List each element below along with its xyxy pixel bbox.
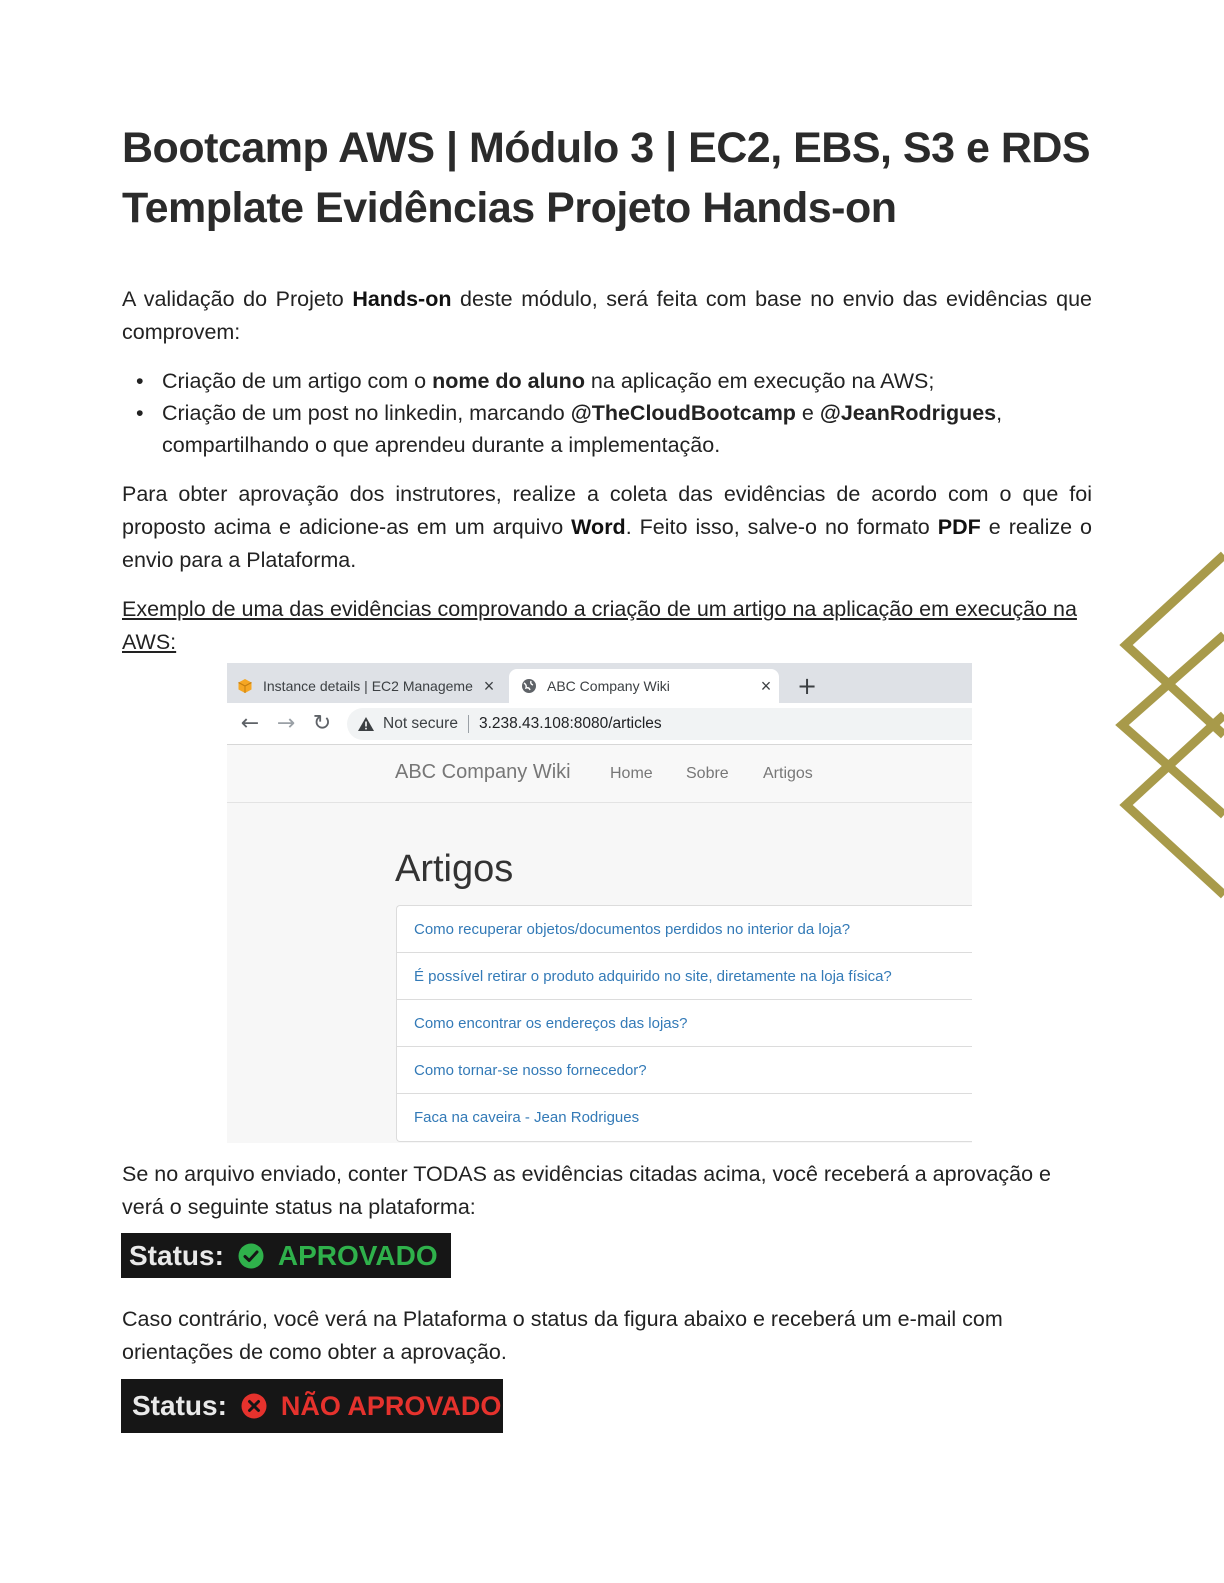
title-line-1: Bootcamp AWS | Módulo 3 | EC2, EBS, S3 e RDS (122, 124, 1091, 172)
close-icon[interactable]: × (760, 675, 772, 696)
nav-link-sobre[interactable]: Sobre (686, 765, 729, 782)
browser-tab-bar (227, 663, 972, 703)
close-icon[interactable]: × (483, 675, 495, 696)
address-bar[interactable] (347, 708, 972, 740)
approval-paragraph (122, 478, 1092, 577)
status-label: Status: (129, 1239, 224, 1271)
bullet-text: Criação de um post no linkedin, marcando (162, 401, 571, 425)
articles-list (396, 905, 972, 1142)
tab-label: Instance details | EC2 Manageme (263, 678, 473, 694)
requirements-list (122, 365, 1092, 461)
article-link[interactable]: Faca na caveira - Jean Rodrigues (414, 1109, 640, 1126)
status-badge-not-approved (121, 1379, 503, 1433)
browser-screenshot (227, 663, 972, 1143)
bullet-bold-mention-1: @TheCloudBootcamp (570, 401, 796, 425)
status-label: Status: (132, 1390, 227, 1421)
site-brand[interactable]: ABC Company Wiki (395, 761, 571, 783)
nav-link-home[interactable]: Home (610, 765, 653, 782)
status-value: APROVADO (277, 1239, 438, 1271)
tab-label: ABC Company Wiki (547, 678, 670, 694)
bullet-text-end: , compartilhando o que aprendeu durante a implementação. (162, 401, 1003, 457)
list-item (122, 365, 1092, 397)
page-title: Artigos (395, 848, 514, 890)
bullet-text: Criação de um artigo com o (162, 369, 433, 393)
divider (468, 715, 469, 733)
browser-toolbar (227, 703, 972, 745)
decorative-lattice (1110, 545, 1224, 900)
error-circle-icon (241, 1393, 267, 1419)
if-all-paragraph: Se no arquivo enviado, conter TODAS as evidências citadas acima, você receberá a aprovação e verá o seguinte status na plataforma: (122, 1162, 1052, 1219)
status-badge-approved (121, 1233, 451, 1278)
example-caption: Exemplo de uma das evidências comprovando a criação de um artigo na aplicação em execução na AWS: (122, 597, 1077, 654)
list-item (122, 397, 1092, 461)
new-tab-button[interactable]: + (796, 672, 818, 700)
aws-box-icon (237, 678, 253, 694)
approval-bold-pdf: PDF (937, 515, 981, 539)
back-icon[interactable]: ← (240, 711, 260, 736)
bullet-text-end: na aplicação em execução na AWS; (584, 369, 935, 393)
status-value: NÃO APROVADO (280, 1390, 502, 1421)
site-navbar (227, 745, 972, 803)
nav-link-artigos[interactable]: Artigos (763, 765, 813, 782)
intro-bold: Hands-on (352, 287, 452, 311)
not-secure-label: Not secure (383, 715, 458, 732)
approval-text: Para obter aprovação dos instrutores, realize a coleta das evidências de acordo com o que foi proposto acima e adicione-as em um arquivo (122, 482, 1092, 539)
approval-text-mid: . Feito isso, salve-o no formato (625, 515, 938, 539)
article-link[interactable]: Como encontrar os endereços das lojas? (397, 1000, 972, 1047)
intro-text-end: deste módulo, será feita com base no envio das evidências que comprovem: (122, 287, 1092, 344)
approval-text-end: e realize o envio para a Plataforma. (122, 515, 1092, 572)
globe-icon (521, 678, 537, 694)
bullet-bold: nome do aluno (432, 369, 585, 393)
intro-text: A validação do Projeto (122, 287, 353, 311)
otherwise-paragraph: Caso contrário, você verá na Plataforma o status da figura abaixo e receberá um e-mail com orientações de como obter a aprovação. (122, 1307, 1003, 1364)
warning-icon (357, 716, 375, 732)
article-link[interactable]: Como recuperar objetos/documentos perdidos no interior da loja? (397, 906, 972, 953)
browser-tab-wiki[interactable] (509, 669, 779, 703)
bullet-bold-mention-2: @JeanRodrigues (819, 401, 997, 425)
check-circle-icon (238, 1243, 264, 1269)
intro-paragraph (122, 283, 1092, 349)
browser-tab-ec2[interactable] (237, 669, 502, 703)
reload-icon[interactable]: ↻ (312, 711, 332, 736)
url-text: 3.238.43.108:8080/articles (478, 715, 662, 732)
document-title (122, 118, 1112, 238)
article-link[interactable]: É possível retirar o produto adquirido no site, diretamente na loja física? (397, 953, 972, 1000)
forward-icon[interactable]: → (276, 711, 296, 736)
bullet-text-mid: e (795, 401, 820, 425)
title-line-2: Template Evidências Projeto Hands-on (122, 184, 897, 232)
approval-bold-word: Word (571, 515, 626, 539)
article-link[interactable]: Como tornar-se nosso fornecedor? (397, 1047, 972, 1094)
